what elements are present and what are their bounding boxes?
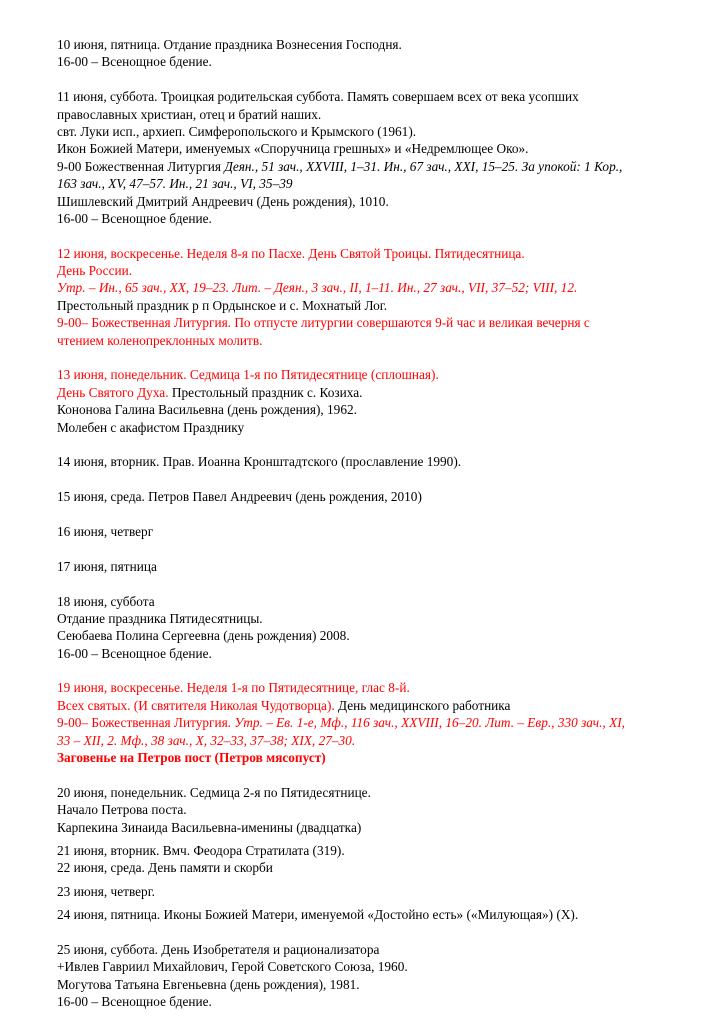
feast-name: Всех святых. (И святителя Николая Чудотворца).	[57, 697, 335, 713]
entry-june-23	[57, 883, 697, 900]
entry-june-17	[57, 558, 697, 575]
entry-text: День медицинского работника	[334, 697, 511, 713]
entry-heading: 10 июня, пятница. Отдание праздника Вознесения Господня.	[57, 37, 402, 52]
scripture-readings: 163 зач., XV, 47–57. Ин., 21 зач., VI, 35–39	[57, 176, 293, 192]
entry-heading: 13 июня, понедельник. Седмица 1-я по Пятидесятнице (сплошная).	[57, 367, 439, 383]
entry-text: Начало Петрова поста.	[57, 802, 187, 818]
memorial-note: +Ивлев Гавриил Михайлович, Герой Советского Союза, 1960.	[57, 959, 408, 975]
birthday-note: Кононова Галина Васильевна (день рождения), 1962.	[57, 402, 357, 418]
entry-text-mixed	[57, 697, 697, 714]
entry-text: Икон Божией Матери, именуемых «Споручница грешных» и «Недремлющее Око».	[57, 141, 529, 157]
liturgy-line	[57, 714, 697, 731]
entry-june-13	[57, 366, 697, 436]
entry-june-18	[57, 593, 697, 663]
entry-heading: 25 июня, суббота. День Изобретателя и рационализатора	[57, 941, 380, 957]
entry-heading: 21 июня, вторник. Вмч. Феодора Стратилата (319).	[57, 842, 345, 858]
service-time: 16-00 – Всенощное бдение.	[57, 54, 212, 70]
service-time: 16-00 – Всенощное бдение.	[57, 994, 212, 1010]
entry-june-19	[57, 679, 697, 766]
entry-text: чтением коленопреклонных молитв.	[57, 332, 263, 348]
entry-heading: 18 июня, суббота	[57, 593, 155, 609]
entry-june-11	[57, 88, 697, 227]
service-time: 16-00 – Всенощное бдение.	[57, 210, 212, 226]
entry-june-21-22	[57, 842, 697, 877]
entry-text: православных христиан, отец и братий наших.	[57, 106, 322, 122]
entry-june-16	[57, 523, 697, 540]
scripture-readings: 33 – XII, 2. Мф., 38 зач., X, 32–33, 37–38; XIX, 27–30.	[57, 732, 356, 748]
fast-note: Заговенье на Петров пост (Петров мясопуст)	[57, 750, 326, 766]
scripture-readings: Утр. – Ев. 1-е, Мф., 116 зач., XXVIII, 16–20. Лит. – Евр., 330 зач., XI,	[234, 715, 625, 731]
entry-text: Молебен с акафистом Празднику	[57, 419, 245, 435]
entry-heading: 24 июня, пятница. Иконы Божией Матери, именуемой «Достойно есть» («Милующая») (X).	[57, 907, 579, 923]
entry-heading: 17 июня, пятница	[57, 558, 157, 574]
entry-text: Престольный праздник р п Ордынское и с. Мохнатый Лог.	[57, 297, 388, 313]
entry-june-14	[57, 453, 697, 470]
entry-text: День России.	[57, 263, 133, 279]
entry-june-12	[57, 245, 697, 349]
entry-text: Отдание праздника Пятидесятницы.	[57, 610, 263, 626]
feast-name: День Святого Духа.	[57, 384, 169, 400]
scripture-readings: Утр. – Ин., 65 зач., XX, 19–23. Лит. – Деян., 3 зач., II, 1–11. Ин., 27 зач., VII, 37–52; VIII, 12.	[57, 280, 578, 296]
entry-heading: 11 июня, суббота. Троицкая родительская суббота. Память совершаем всех от века усопших	[57, 89, 579, 105]
birthday-note: Могутова Татьяна Евгеньевна (день рождения), 1981.	[57, 976, 360, 992]
schedule-content	[57, 36, 697, 1010]
service-time: 16-00 – Всенощное бдение.	[57, 645, 212, 661]
liturgy-line	[57, 158, 697, 175]
liturgy-line: 9-00– Божественная Литургия. По отпусте литургии совершаются 9-й час и великая вечерня с	[57, 315, 590, 331]
name-day-note: Карпекина Зинаида Васильевна-именины (двадцатка)	[57, 819, 362, 835]
entry-text-mixed	[57, 384, 697, 401]
entry-june-25	[57, 941, 697, 1011]
entry-text: Престольный праздник с. Козиха.	[168, 384, 363, 400]
entry-heading: 20 июня, понедельник. Седмица 2-я по Пятидесятнице.	[57, 784, 371, 800]
liturgy-label: 9-00– Божественная Литургия.	[57, 715, 235, 731]
entry-text: свт. Луки исп., архиеп. Симферопольского и Крымского (1961).	[57, 123, 417, 139]
entry-june-10	[57, 36, 697, 71]
entry-heading: 19 июня, воскресенье. Неделя 1-я по Пятидесятнице, глас 8-й.	[57, 680, 410, 696]
birthday-note: Сеюбаева Полина Сергеевна (день рождения) 2008.	[57, 628, 350, 644]
entry-heading: 12 июня, воскресенье. Неделя 8-я по Пасхе. День Святой Троицы. Пятидесятница.	[57, 245, 525, 261]
entry-heading: 14 июня, вторник. Прав. Иоанна Кронштадтского (прославление 1990).	[57, 454, 462, 470]
entry-heading: 23 июня, четверг.	[57, 883, 155, 899]
scripture-readings: Деян., 51 зач., XXVIII, 1–31. Ин., 67 зач., XXI, 15–25. За упокой: 1 Кор.,	[224, 158, 623, 174]
liturgy-label: 9-00 Божественная Литургия	[57, 158, 225, 174]
entry-heading: 22 июня, среда. День памяти и скорби	[57, 860, 273, 876]
entry-heading: 15 июня, среда. Петров Павел Андреевич (день рождения, 2010)	[57, 489, 422, 505]
entry-june-24	[57, 906, 697, 923]
entry-june-15	[57, 488, 697, 505]
entry-june-20	[57, 784, 697, 836]
birthday-note: Шишлевский Дмитрий Андреевич (День рождения), 1010.	[57, 193, 389, 209]
entry-heading: 16 июня, четверг	[57, 523, 154, 539]
